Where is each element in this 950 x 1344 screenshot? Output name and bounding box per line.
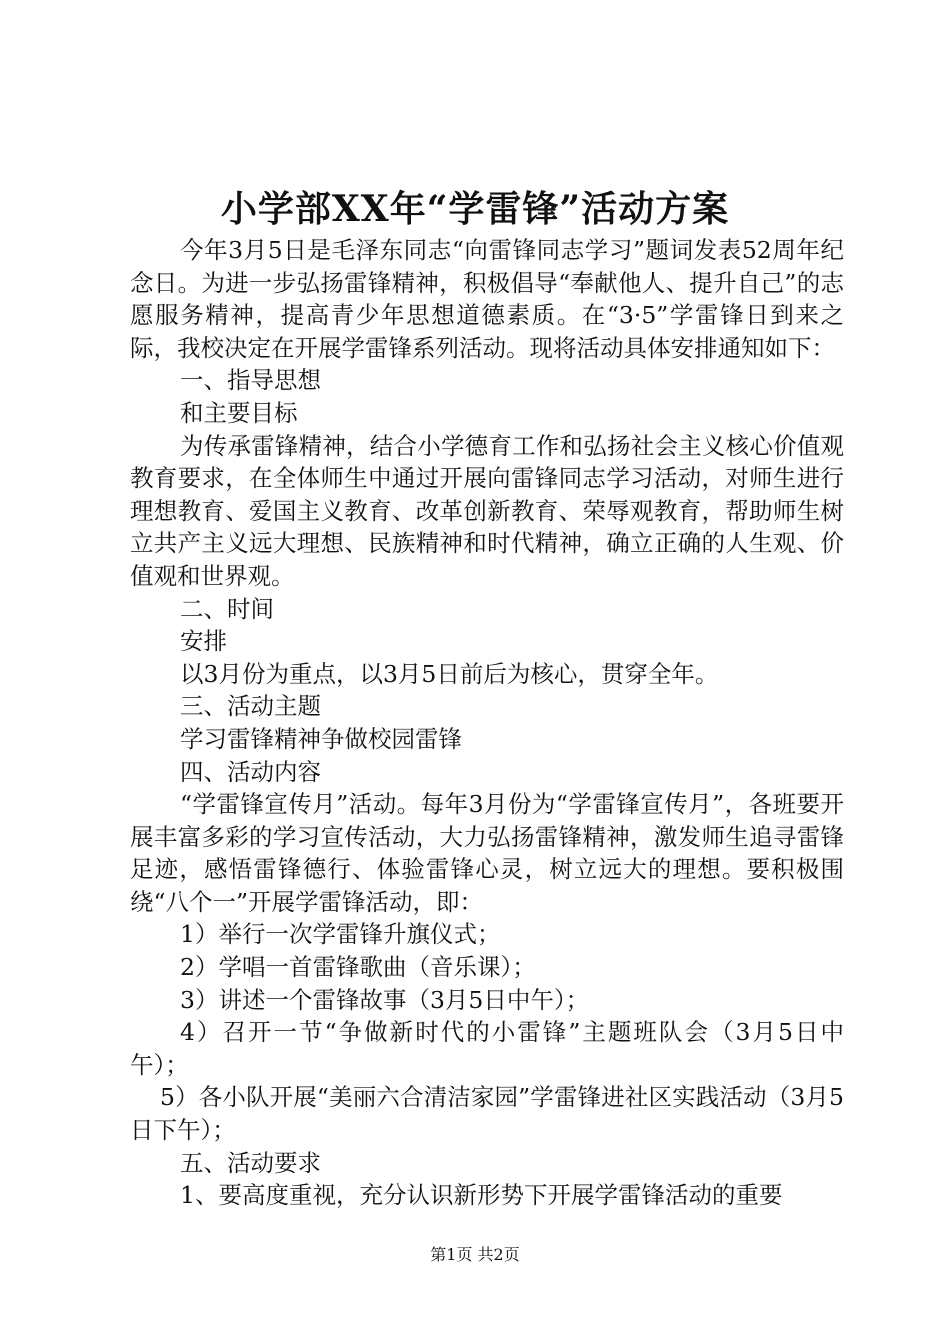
page-footer: 第1页 共2页	[430, 1245, 520, 1264]
list-item: 5）各小队开展“美丽六合清洁家园”学雷锋进社区实践活动（3月5日下午）；	[130, 1083, 844, 1145]
list-item: 2）学唱一首雷锋歌曲（音乐课）；	[180, 953, 536, 982]
section-heading-time: 二、时间	[180, 594, 274, 623]
section-heading-arrangement: 安排	[180, 627, 227, 656]
section-heading-requirements: 五、活动要求	[180, 1148, 321, 1177]
document-title: 小学部XX年“学雷锋”活动方案	[220, 188, 730, 230]
guiding-thought-paragraph: 为传承雷锋精神，结合小学德育工作和弘扬社会主义核心价值观教育要求，在全体师生中通过开展向雷锋同志学习活动，对师生进行理想教育、爱国主义教育、改革创新教育、荣辱观教育，帮助师生树立共产主义远大理想、民族精神和时代精神，确立正确的人生观、价值观和世界观。	[130, 431, 844, 590]
list-item: 4）召开一节“争做新时代的小雷锋”主题班队会（3月5日中午）；	[130, 1018, 844, 1079]
document-body	[130, 234, 844, 1212]
section-heading-theme: 三、活动主题	[180, 692, 321, 721]
list-item: 1）举行一次学雷锋升旗仪式；	[180, 920, 501, 949]
section-heading-guiding-thought: 一、指导思想	[180, 366, 321, 395]
content-paragraph: “学雷锋宣传月”活动。每年3月份为“学雷锋宣传月”，各班要开展丰富多彩的学习宣传活动，大力弘扬雷锋精神，激发师生追寻雷锋足迹，感悟雷锋德行、体验雷锋心灵，树立远大的理想。要积极围绕“八个一”开展学雷锋活动，即：	[130, 790, 844, 916]
time-paragraph: 以3月份为重点，以3月5日前后为核心，贯穿全年。	[180, 659, 719, 688]
intro-paragraph: 今年3月5日是毛泽东同志“向雷锋同志学习”题词发表52周年纪念日。为进一步弘扬雷锋精神，积极倡导“奉献他人、提升自己”的志愿服务精神，提高青少年思想道德素质。在“3·5”学雷锋日到来之际，我校决定在开展学雷锋系列活动。现将活动具体安排通知如下：	[130, 236, 844, 362]
section-heading-goals: 和主要目标	[180, 398, 298, 427]
requirements-paragraph: 1、要高度重视，充分认识新形势下开展学雷锋活动的重要	[180, 1181, 783, 1210]
list-item: 3）讲述一个雷锋故事（3月5日中午）；	[180, 985, 590, 1014]
section-heading-content: 四、活动内容	[180, 757, 321, 786]
theme-paragraph: 学习雷锋精神争做校园雷锋	[180, 724, 462, 753]
